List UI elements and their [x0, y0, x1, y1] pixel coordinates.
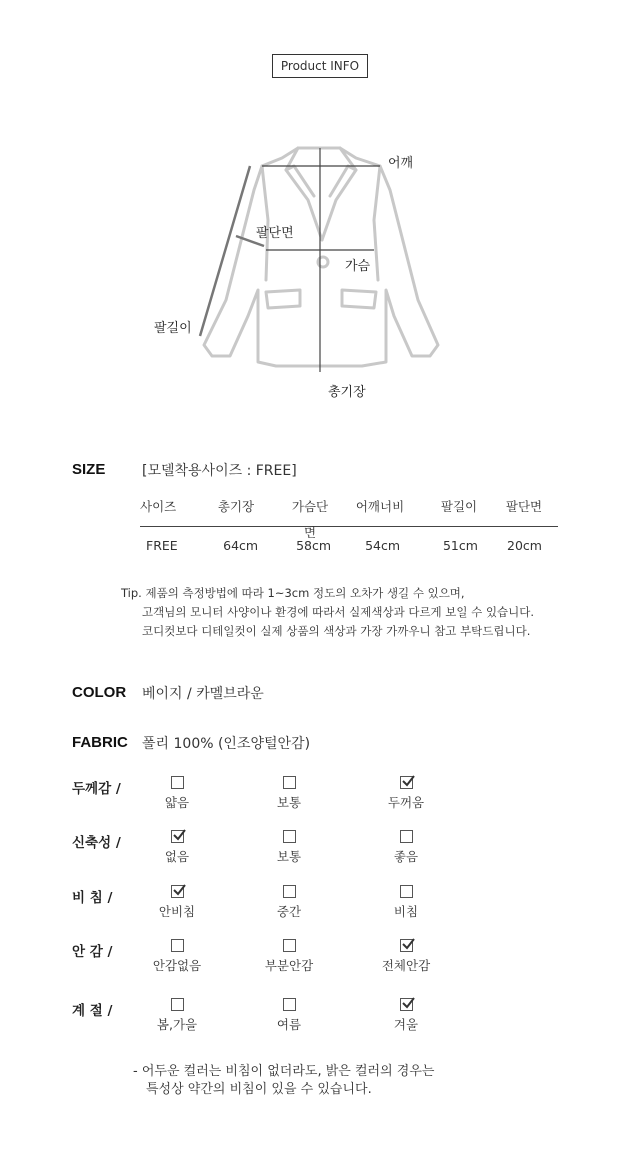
rating-option-label: 없음: [164, 849, 190, 864]
fabric-value: 폴리 100% (인조양털안감): [142, 736, 311, 752]
rating-option-label: 전체안감: [381, 958, 431, 973]
empty-checkbox: [400, 885, 413, 898]
shoulder-label: 어깨: [388, 156, 414, 171]
table-cell: 51cm: [442, 538, 478, 553]
empty-checkbox: [283, 939, 296, 952]
checked-checkbox: [171, 885, 184, 898]
note-line-2: 특성상 약간의 비침이 있을 수 있습니다.: [146, 1082, 372, 1097]
rating-option: [137, 939, 217, 974]
empty-checkbox: [283, 830, 296, 843]
table-cell: 58cm: [296, 538, 332, 553]
rating-option: [249, 776, 329, 811]
rating-label: 두께감 /: [72, 781, 121, 797]
rating-option-label: 부분안감: [264, 958, 314, 973]
empty-checkbox: [171, 939, 184, 952]
rating-option-label: 겨울: [393, 1017, 419, 1032]
empty-checkbox: [171, 776, 184, 789]
fabric-heading: FABRIC: [72, 734, 128, 751]
sleeve-length-label: 팔길이: [154, 321, 192, 336]
header-cell: 가슴단면: [291, 499, 329, 540]
rating-option-label: 여름: [276, 1017, 302, 1032]
rating-option: [366, 939, 446, 974]
note-line-1: - 어두운 컬러는 비침이 없더라도, 밝은 컬러의 경우는: [133, 1064, 435, 1079]
header-cell: 사이즈: [140, 499, 177, 514]
rating-option: [137, 776, 217, 811]
table-row: [140, 527, 558, 563]
empty-checkbox: [283, 776, 296, 789]
rating-option: [366, 776, 446, 811]
rating-option: [249, 885, 329, 920]
size-table: [140, 494, 558, 563]
header-cell: 팔단면: [505, 499, 543, 514]
sleeve-width-label: 팔단면: [256, 226, 294, 241]
size-table-header: [140, 494, 558, 540]
total-length-label: 총기장: [328, 385, 366, 400]
rating-option-label: 얇음: [164, 795, 190, 810]
empty-checkbox: [171, 998, 184, 1011]
color-value: 베이지 / 카멜브라운: [142, 686, 264, 702]
rating-option-label: 안감없음: [152, 958, 202, 973]
header-cell: 팔길이: [440, 499, 478, 514]
table-cell: 64cm: [223, 538, 259, 553]
checked-checkbox: [171, 830, 184, 843]
header-cell: 총기장: [217, 499, 255, 514]
rating-option-label: 두꺼움: [387, 795, 425, 810]
checked-checkbox: [400, 776, 413, 789]
table-cell: 20cm: [507, 538, 542, 553]
tip-line-1: Tip. 제품의 측정방법에 따라 1~3cm 정도의 오차가 생길 수 있으며,: [121, 586, 465, 600]
rating-label: 계 절 /: [72, 1003, 113, 1019]
checkmark-icon: [400, 936, 416, 952]
rating-option: [249, 830, 329, 865]
tip-line-3: 코디컷보다 디테일컷이 실제 상품의 색상과 가장 가까우니 참고 부탁드립니다.: [142, 624, 531, 638]
rating-option-label: 보통: [276, 849, 302, 864]
empty-checkbox: [283, 885, 296, 898]
rating-label: 비 침 /: [72, 890, 113, 906]
rating-option: [249, 998, 329, 1033]
model-size-note: [모델착용사이즈 : FREE]: [142, 463, 297, 479]
checkmark-icon: [400, 995, 416, 1011]
rating-label: 안 감 /: [72, 944, 113, 960]
checkmark-icon: [171, 882, 187, 898]
rating-option-label: 좋음: [393, 849, 419, 864]
table-cell: FREE: [146, 538, 178, 553]
size-heading: SIZE: [72, 461, 106, 478]
rating-option: [137, 830, 217, 865]
rating-option-label: 안비침: [158, 904, 196, 919]
rating-option: [366, 885, 446, 920]
color-heading: COLOR: [72, 684, 127, 701]
rating-option-label: 중간: [276, 904, 302, 919]
checked-checkbox: [400, 939, 413, 952]
rating-label: 신축성 /: [72, 835, 121, 851]
rating-option: [366, 830, 446, 865]
rating-option: [137, 885, 217, 920]
tip-line-2: 고객님의 모니터 사양이나 환경에 따라서 실제색상과 다르게 보일 수 있습니다.: [142, 605, 535, 619]
header-cell: 어깨너비: [355, 499, 405, 514]
rating-option-label: 보통: [276, 795, 302, 810]
product-info-box: Product INFO: [272, 54, 368, 78]
table-cell: 54cm: [365, 538, 401, 553]
rating-option: [137, 998, 217, 1033]
rating-option-label: 봄,가을: [156, 1017, 198, 1032]
empty-checkbox: [283, 998, 296, 1011]
rating-option: [366, 998, 446, 1033]
rating-option-label: 비침: [393, 904, 419, 919]
empty-checkbox: [400, 830, 413, 843]
checkmark-icon: [171, 827, 187, 843]
checked-checkbox: [400, 998, 413, 1011]
chest-label: 가슴: [345, 259, 371, 274]
rating-option: [249, 939, 329, 974]
checkmark-icon: [400, 773, 416, 789]
jacket-diagram: [190, 140, 460, 380]
